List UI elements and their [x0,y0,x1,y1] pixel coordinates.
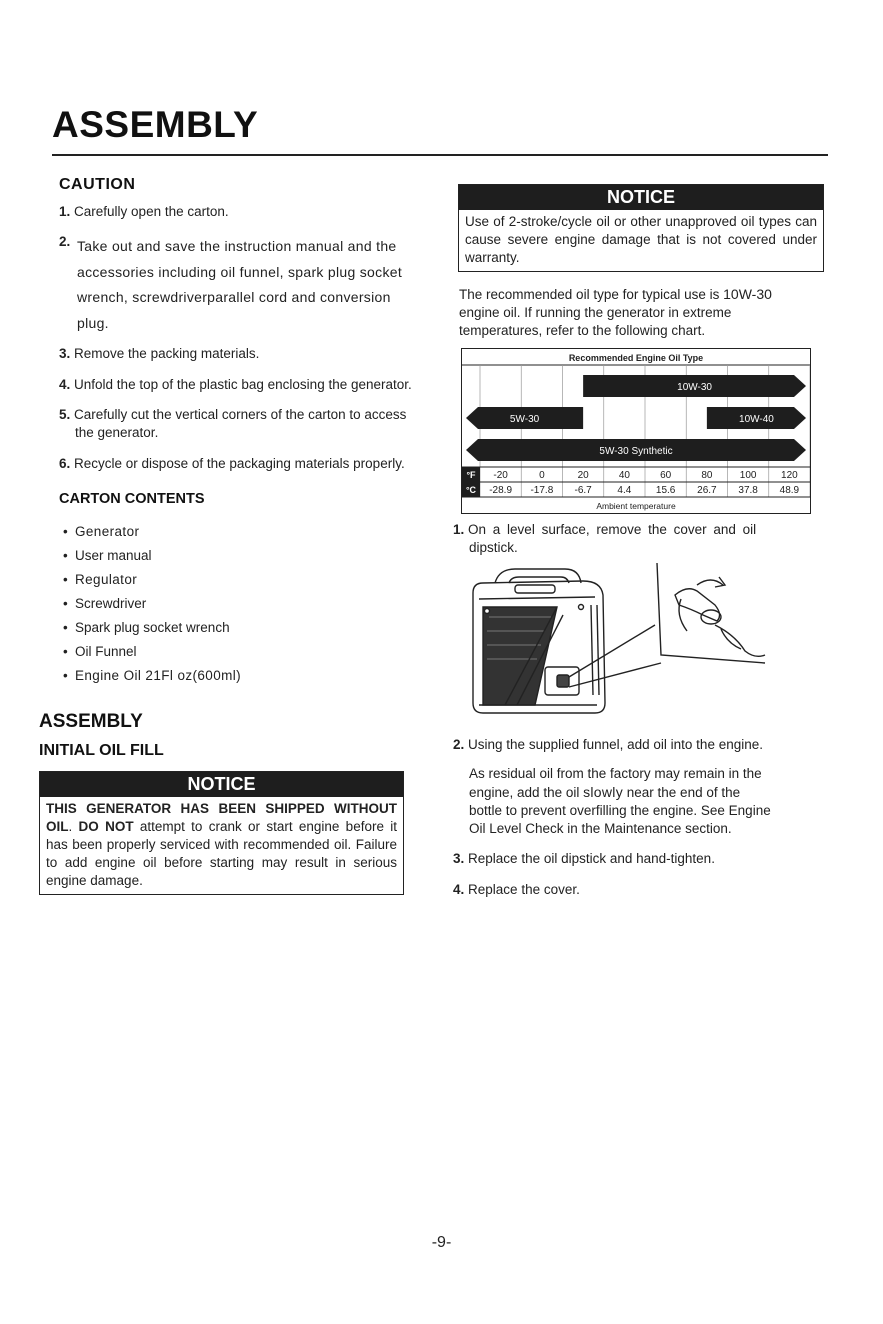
step-line: wrench, screwdriverparallel cord and conversion [77,289,391,305]
list-item: • User manual [63,548,152,563]
celsius-label: °C [465,485,477,495]
notice-body: THIS GENERATOR HAS BEEN SHIPPED WITHOUT OIL. DO NOT attempt to crank or start engine before it has been properly serviced with recommended oil. Failure to add engine oil before starting may result in serious engine damage. [46,801,397,888]
tick-label-f: 60 [660,470,672,481]
tick-label-c: 48.9 [779,485,800,496]
recommend-paragraph: The recommended oil type for typical use is 10W-30 engine oil. If running the generator in extreme temperatures, refer to the following chart. [459,286,772,338]
step-number: 4. [59,377,71,392]
caution-step-2-text [77,234,402,336]
page-number: -9- [431,1234,452,1251]
range-label: 10W-30 [677,382,712,393]
step-line: Take out and save the instruction manual and the [77,238,397,254]
caution-step-2 [59,234,70,249]
oil-chart-svg [462,349,810,513]
tick-label-c: -6.7 [574,485,592,496]
tick-label-f: 0 [539,470,545,481]
page-title: ASSEMBLY [52,104,259,145]
notice-body: Use of 2-stroke/cycle oil or other unapproved oil types can cause severe engine damage that is not covered under warranty. [465,214,817,265]
step-right-2: 2. Using the supplied funnel, add oil into the engine. [453,737,763,752]
tick-label-f: -20 [493,470,508,481]
tick-label-c: 37.8 [738,485,758,496]
chart-title: Recommended Engine Oil Type [568,353,704,363]
caution-step-3 [59,345,259,363]
step-right-2-detail: As residual oil from the factory may remain in the engine, add the oil slowly near the end of the bottle to prevent overfilling the engine. See Engine Oil Level Check in the Maintenance section. [469,766,771,836]
notice-box-left [39,771,404,895]
carton-contents-list [63,520,363,688]
step-right-3: 3. Replace the oil dipstick and hand-tighten. [453,851,715,866]
tick-label-f: 20 [577,470,589,481]
list-item: • Regulator [63,572,138,587]
caution-step-5-cont: the generator. [75,425,159,440]
notice-header: NOTICE [40,772,403,797]
step-text: Recycle or dispose of the packaging materials properly. [74,456,405,471]
list-item: • Oil Funnel [63,644,137,659]
step-line: plug. [77,314,109,331]
list-item: • Generator [63,524,140,539]
title-rule [52,154,828,156]
tick-label-c: -17.8 [530,485,554,496]
tick-label-f: 120 [781,470,798,481]
step-line: accessories including oil funnel, spark plug socket [77,263,403,280]
step-right-1: 1. On a level surface, remove the cover and oil [453,522,757,537]
caution-heading: CAUTION [59,176,136,193]
tick-label-f: 40 [618,470,630,481]
list-item: • Engine Oil 21Fl oz(600ml) [63,668,242,683]
tick-label-c: 26.7 [697,485,717,496]
assembly-heading: ASSEMBLY [39,711,143,732]
oil-type-chart [461,348,811,514]
step-number: 2. [59,234,71,249]
generator-dipstick-illustration [465,555,775,720]
tick-label-f: 100 [739,470,757,481]
notice-header: NOTICE [459,185,823,210]
x-axis-label: Ambient temperature [596,501,676,511]
tick-label-c: 4.4 [617,485,632,496]
step-text: Carefully open the carton. [74,204,229,219]
step-number: 1. [59,204,71,219]
caution-step-1 [59,203,229,221]
list-item: • Spark plug socket wrench [63,620,230,635]
fahrenheit-label: °F [466,470,476,480]
range-label: 10W-40 [739,414,774,425]
step-number: 3. [59,346,71,361]
initial-oil-fill-heading: INITIAL OIL FILL [39,742,164,759]
notice-box-right [458,184,824,272]
range-label: 5W-30 [509,414,540,425]
step-right-4: 4. Replace the cover. [453,882,580,897]
caution-step-5 [59,406,406,424]
carton-contents-heading: CARTON CONTENTS [59,491,205,507]
caution-step-4 [59,376,412,394]
step-text: Unfold the top of the plastic bag enclosing the generator. [74,377,412,392]
step-text: Carefully cut the vertical corners of the carton to access [74,407,407,422]
step-right-1-cont: dipstick. [469,540,518,555]
range-label: 5W-30 Synthetic [599,446,673,457]
tick-label-c: 15.6 [655,485,676,496]
step-text: Remove the packing materials. [74,346,260,361]
tick-label-f: 80 [701,470,713,481]
list-item: • Screwdriver [63,596,147,611]
step-number: 5. [59,407,71,422]
tick-label-c: -28.9 [489,485,513,496]
caution-step-6 [59,455,405,473]
step-number: 6. [59,456,71,471]
